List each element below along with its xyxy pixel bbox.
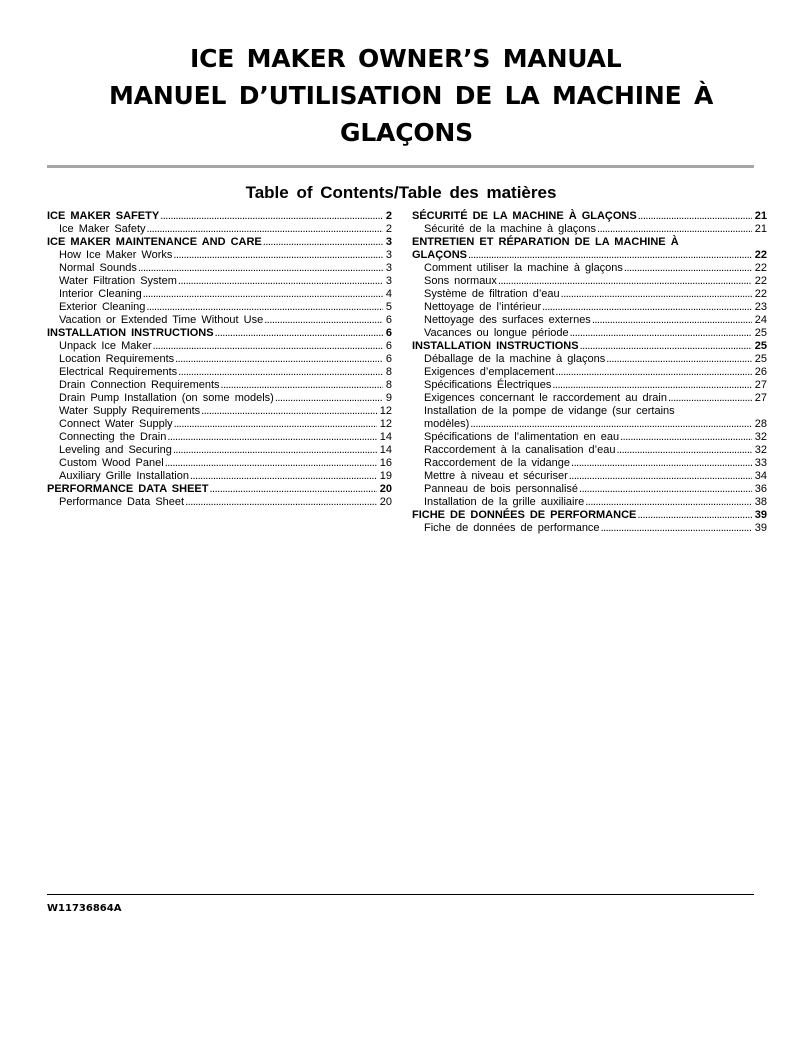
page-number: 39: [754, 509, 767, 521]
page-number: 3: [385, 249, 392, 261]
toc-entry[interactable]: Fiche de données de performance ..... 39: [412, 522, 767, 535]
page-number: 38: [754, 496, 767, 508]
page-number: 24: [754, 314, 767, 326]
toc-entry[interactable]: Raccordement de la vidange ..... 33: [412, 457, 767, 470]
page-number: 8: [385, 366, 392, 378]
page-number: 32: [754, 431, 767, 443]
toc-entry[interactable]: ICE MAKER SAFETY ..... 2: [47, 210, 392, 223]
dot-leader: [209, 483, 376, 496]
toc-entry[interactable]: FICHE DE DONNÉES DE PERFORMANCE ..... 39: [412, 509, 767, 522]
toc-entry[interactable]: Comment utiliser la machine à glaçons ..... 22: [412, 262, 767, 275]
dot-leader: [275, 392, 383, 405]
toc-entry[interactable]: Panneau de bois personnalisé ..... 36: [412, 483, 767, 496]
page-number: 8: [385, 379, 392, 391]
page-number: 3: [385, 262, 392, 274]
dot-leader: [143, 288, 383, 301]
toc-entry[interactable]: Electrical Requirements ..... 8: [47, 366, 392, 379]
dot-leader: [178, 366, 383, 379]
dot-leader: [592, 314, 752, 327]
toc-entry[interactable]: Système de filtration d’eau ..... 22: [412, 288, 767, 301]
toc-entry[interactable]: Auxiliary Grille Installation ..... 19: [47, 470, 392, 483]
page-number: 3: [385, 275, 392, 287]
page-number: 22: [754, 275, 767, 287]
dot-leader: [585, 496, 752, 509]
dot-leader: [167, 431, 376, 444]
page-number: 14: [379, 431, 392, 443]
page-number: 25: [754, 327, 767, 339]
dot-leader: [571, 457, 752, 470]
page-number: 4: [385, 288, 392, 300]
dot-leader: [638, 210, 752, 223]
dot-leader: [201, 405, 377, 418]
dot-leader: [579, 483, 752, 496]
page-number: 22: [754, 249, 767, 261]
page-number: 3: [385, 236, 392, 248]
toc-entry[interactable]: How Ice Maker Works ..... 3: [47, 249, 392, 262]
page-number: 25: [754, 340, 767, 352]
toc-entry[interactable]: Water Supply Requirements ..... 12: [47, 405, 392, 418]
dot-leader: [165, 457, 377, 470]
page-number: 20: [379, 496, 392, 508]
toc-entry[interactable]: Leveling and Securing ..... 14: [47, 444, 392, 457]
page-number: 33: [754, 457, 767, 469]
toc-entry[interactable]: Performance Data Sheet ..... 20: [47, 496, 392, 509]
page-number: 26: [754, 366, 767, 378]
toc-entry[interactable]: Interior Cleaning ..... 4: [47, 288, 392, 301]
dot-leader: [138, 262, 383, 275]
dot-leader: [221, 379, 383, 392]
toc-entry[interactable]: Sons normaux ..... 22: [412, 275, 767, 288]
page-number: 12: [379, 405, 392, 417]
dot-leader: [185, 496, 377, 509]
page-number: 16: [379, 457, 392, 469]
toc-entry[interactable]: Exigences d’emplacement ..... 26: [412, 366, 767, 379]
page-number: 27: [754, 379, 767, 391]
dot-leader: [160, 210, 383, 223]
toc-entry[interactable]: Spécifications Électriques ..... 27: [412, 379, 767, 392]
page-number: 25: [754, 353, 767, 365]
dot-leader: [561, 288, 752, 301]
dot-leader: [552, 379, 751, 392]
toc-entry[interactable]: Ice Maker Safety ..... 2: [47, 223, 392, 236]
dot-leader: [147, 223, 383, 236]
toc-entry[interactable]: INSTALLATION INSTRUCTIONS ..... 6: [47, 327, 392, 340]
toc-entry[interactable]: Exterior Cleaning ..... 5: [47, 301, 392, 314]
dot-leader: [542, 301, 752, 314]
toc-entry[interactable]: Custom Wood Panel ..... 16: [47, 457, 392, 470]
toc-entry[interactable]: Sécurité de la machine à glaçons ..... 21: [412, 223, 767, 236]
toc-entry[interactable]: Exigences concernant le raccordement au drain ..... 27: [412, 392, 767, 405]
dot-leader: [470, 418, 752, 431]
toc-entry[interactable]: Drain Pump Installation (on some models) ..... 9: [47, 392, 392, 405]
title-divider: [47, 165, 754, 168]
dot-leader: [570, 327, 752, 340]
dot-leader: [616, 444, 751, 457]
toc-entry[interactable]: ENTRETIEN ET RÉPARATION DE LA MACHINE À GLAÇONS ..... 22: [412, 236, 767, 262]
page-number: 21: [754, 223, 767, 235]
page-number: 2: [385, 223, 392, 235]
toc-entry[interactable]: Normal Sounds ..... 3: [47, 262, 392, 275]
toc-entry[interactable]: Vacances ou longue période ..... 25: [412, 327, 767, 340]
toc-entry[interactable]: Raccordement à la canalisation d’eau ..... 32: [412, 444, 767, 457]
toc-column-english: [47, 210, 392, 509]
page-number: 28: [754, 418, 767, 430]
page-number: 6: [385, 314, 392, 326]
toc-entry[interactable]: Installation de la grille auxiliaire ..... 38: [412, 496, 767, 509]
title-line-3: GLAÇONS: [340, 118, 473, 147]
dot-leader: [468, 249, 752, 262]
dot-leader: [146, 301, 383, 314]
toc-entry[interactable]: SÉCURITÉ DE LA MACHINE À GLAÇONS ..... 21: [412, 210, 767, 223]
dot-leader: [569, 470, 752, 483]
dot-leader: [597, 223, 752, 236]
toc-entry[interactable]: Location Requirements ..... 6: [47, 353, 392, 366]
toc-entry[interactable]: Installation de la pompe de vidange (sur certains modèles) ..... 28: [412, 405, 767, 431]
page-number: 20: [379, 483, 392, 495]
dot-leader: [264, 314, 383, 327]
dot-leader: [555, 366, 751, 379]
dot-leader: [153, 340, 383, 353]
dot-leader: [580, 340, 752, 353]
page-number: 14: [379, 444, 392, 456]
page-number: 2: [385, 210, 392, 222]
dot-leader: [637, 509, 751, 522]
dot-leader: [263, 236, 383, 249]
dot-leader: [174, 418, 377, 431]
dot-leader: [178, 275, 383, 288]
dot-leader: [601, 522, 752, 535]
toc-entry[interactable]: Spécifications de l’alimentation en eau ..... 32: [412, 431, 767, 444]
dot-leader: [668, 392, 752, 405]
dot-leader: [190, 470, 377, 483]
page-number: 6: [385, 327, 392, 339]
dot-leader: [606, 353, 752, 366]
page-number: 21: [754, 210, 767, 222]
page-number: 22: [754, 288, 767, 300]
toc-column-french: [412, 210, 767, 535]
page-number: 9: [385, 392, 392, 404]
toc-entry[interactable]: ICE MAKER MAINTENANCE AND CARE ..... 3: [47, 236, 392, 249]
dot-leader: [173, 444, 377, 457]
page-number: 5: [385, 301, 392, 313]
toc-entry[interactable]: Water Filtration System ..... 3: [47, 275, 392, 288]
toc-entry[interactable]: Nettoyage des surfaces externes ..... 24: [412, 314, 767, 327]
toc-entry[interactable]: Déballage de la machine à glaçons ..... 25: [412, 353, 767, 366]
toc-heading: Table of Contents/Table des matières: [245, 183, 557, 202]
page-number: 27: [754, 392, 767, 404]
toc-entry[interactable]: Nettoyage de l’intérieur ..... 23: [412, 301, 767, 314]
dot-leader: [215, 327, 383, 340]
toc-entry[interactable]: Mettre à niveau et sécuriser ..... 34: [412, 470, 767, 483]
footer-divider: [47, 894, 754, 895]
dot-leader: [175, 353, 383, 366]
dot-leader: [173, 249, 383, 262]
dot-leader: [620, 431, 752, 444]
page-number: 12: [379, 418, 392, 430]
toc-entry[interactable]: Connecting the Drain ..... 14: [47, 431, 392, 444]
title-line-2: MANUEL D’UTILISATION DE LA MACHINE À: [109, 81, 714, 110]
page-number: 23: [754, 301, 767, 313]
page-number: 6: [385, 353, 392, 365]
toc-entry[interactable]: Connect Water Supply ..... 12: [47, 418, 392, 431]
toc-entry[interactable]: Vacation or Extended Time Without Use ..... 6: [47, 314, 392, 327]
toc-entry[interactable]: Unpack Ice Maker ..... 6: [47, 340, 392, 353]
page-number: 39: [754, 522, 767, 534]
page-number: 19: [379, 470, 392, 482]
dot-leader: [498, 275, 752, 288]
page-number: 34: [754, 470, 767, 482]
page-number: 6: [385, 340, 392, 352]
page-number: 22: [754, 262, 767, 274]
dot-leader: [624, 262, 752, 275]
title-line-1: ICE MAKER OWNER’S MANUAL: [190, 44, 622, 73]
page-number: 32: [754, 444, 767, 456]
toc-entry[interactable]: INSTALLATION INSTRUCTIONS ..... 25: [412, 340, 767, 353]
toc-entry[interactable]: Drain Connection Requirements ..... 8: [47, 379, 392, 392]
document-number: W11736864A: [47, 903, 122, 914]
page-number: 36: [754, 483, 767, 495]
toc-entry[interactable]: PERFORMANCE DATA SHEET ..... 20: [47, 483, 392, 496]
